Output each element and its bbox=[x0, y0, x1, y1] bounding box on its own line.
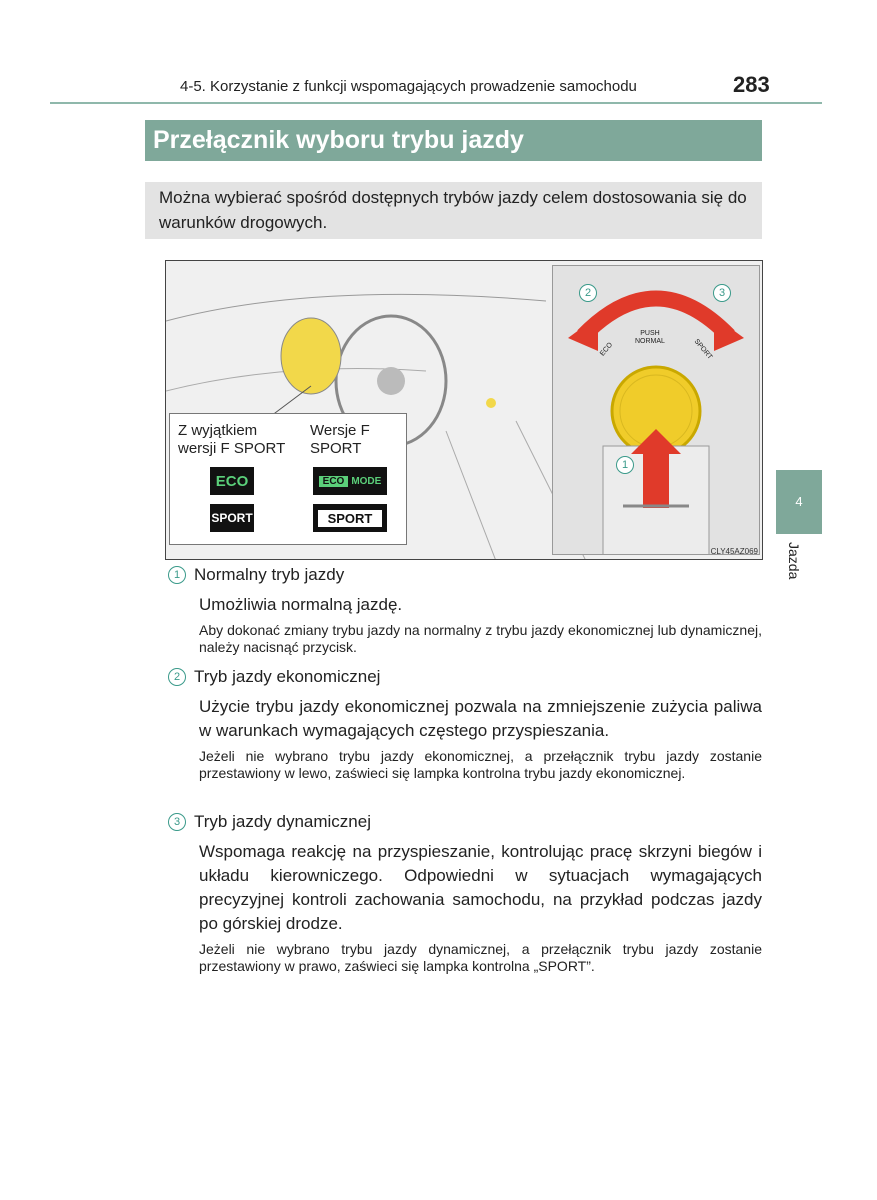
item-heading-1 bbox=[168, 565, 344, 585]
push-label: PUSH bbox=[640, 330, 660, 337]
eco-dial-label: ECO bbox=[599, 341, 615, 358]
item-body-2: Użycie trybu jazdy ekonomicznej pozwala na zmniejszenie zużycia paliwa w warunkach wymagających częstego przyspieszania. bbox=[199, 697, 762, 740]
heading-text: Tryb jazdy ekonomicznej bbox=[194, 667, 381, 686]
chapter-tab: 4 bbox=[776, 470, 822, 534]
mode-switch-detail bbox=[552, 265, 760, 555]
mode-switch-drawing bbox=[553, 266, 759, 554]
callout-2: 2 bbox=[579, 284, 597, 302]
item-heading-2 bbox=[168, 667, 380, 687]
sport-indicator-fsport bbox=[313, 504, 387, 532]
sport-label: SPORT bbox=[318, 510, 383, 527]
section-header: 4-5. Korzystanie z funkcji wspomagających prowadzenie samochodu bbox=[180, 78, 637, 95]
sport-dial-label: SPORT bbox=[692, 338, 714, 361]
legend-col2-label: Wersje F SPORT bbox=[310, 422, 370, 457]
eco-indicator: ECO bbox=[210, 467, 254, 495]
number-1-icon: 1 bbox=[168, 566, 186, 584]
push-normal-label bbox=[635, 330, 665, 346]
number-2-icon: 2 bbox=[168, 668, 186, 686]
page-title: Przełącznik wyboru trybu jazdy bbox=[145, 120, 762, 161]
eco-label: ECO bbox=[319, 476, 349, 487]
normal-label: NORMAL bbox=[635, 338, 665, 345]
sport-indicator: SPORT bbox=[210, 504, 254, 532]
heading-text: Normalny tryb jazdy bbox=[194, 565, 345, 584]
legend-col1-label: Z wyjątkiem wersji F SPORT bbox=[178, 422, 286, 457]
callout-3: 3 bbox=[713, 284, 731, 302]
item-body-1: Umożliwia normalną jazdę. bbox=[199, 595, 403, 614]
mode-label: MODE bbox=[351, 475, 382, 487]
header-rule bbox=[50, 102, 822, 104]
heading-text: Tryb jazdy dynamicznej bbox=[194, 812, 371, 831]
item-note-2: Jeżeli nie wybrano trybu jazdy ekonomicznej, a przełącznik trybu jazdy zostanie przestawiony w lewo, zaświeci się lampka kontrolna trybu jazdy ekonomicznej. bbox=[199, 748, 762, 781]
chapter-label: Jazda bbox=[786, 542, 802, 580]
item-note-3: Jeżeli nie wybrano trybu jazdy dynamicznej, a przełącznik trybu jazdy zostanie przestawiony w prawo, zaświeci się lampka kontrolna „SPORT”. bbox=[199, 941, 762, 974]
callout-1: 1 bbox=[616, 456, 634, 474]
intro-box: Można wybierać spośród dostępnych trybów jazdy celem dostosowania się do warunków drogowych. bbox=[145, 182, 762, 239]
indicator-legend bbox=[169, 413, 407, 545]
illustration bbox=[165, 260, 763, 560]
item-heading-3 bbox=[168, 812, 371, 832]
page-number: 283 bbox=[733, 72, 770, 97]
item-body-3: Wspomaga reakcję na przyspieszanie, kontrolując pracę skrzyni biegów i układu kierowniczego. Odpowiedni w sytuacjach wymagających precyzyjnej kontroli zachowania samochodu, na przykład podczas jazdy po górskiej drodze. bbox=[199, 842, 762, 933]
figure-code: CLY45AZ069 bbox=[710, 547, 758, 556]
item-note-1: Aby dokonać zmiany trybu jazdy na normalny z trybu jazdy ekonomicznej lub dynamicznej, należy nacisnąć przycisk. bbox=[199, 622, 762, 655]
number-3-icon: 3 bbox=[168, 813, 186, 831]
eco-mode-indicator-fsport bbox=[313, 467, 387, 495]
